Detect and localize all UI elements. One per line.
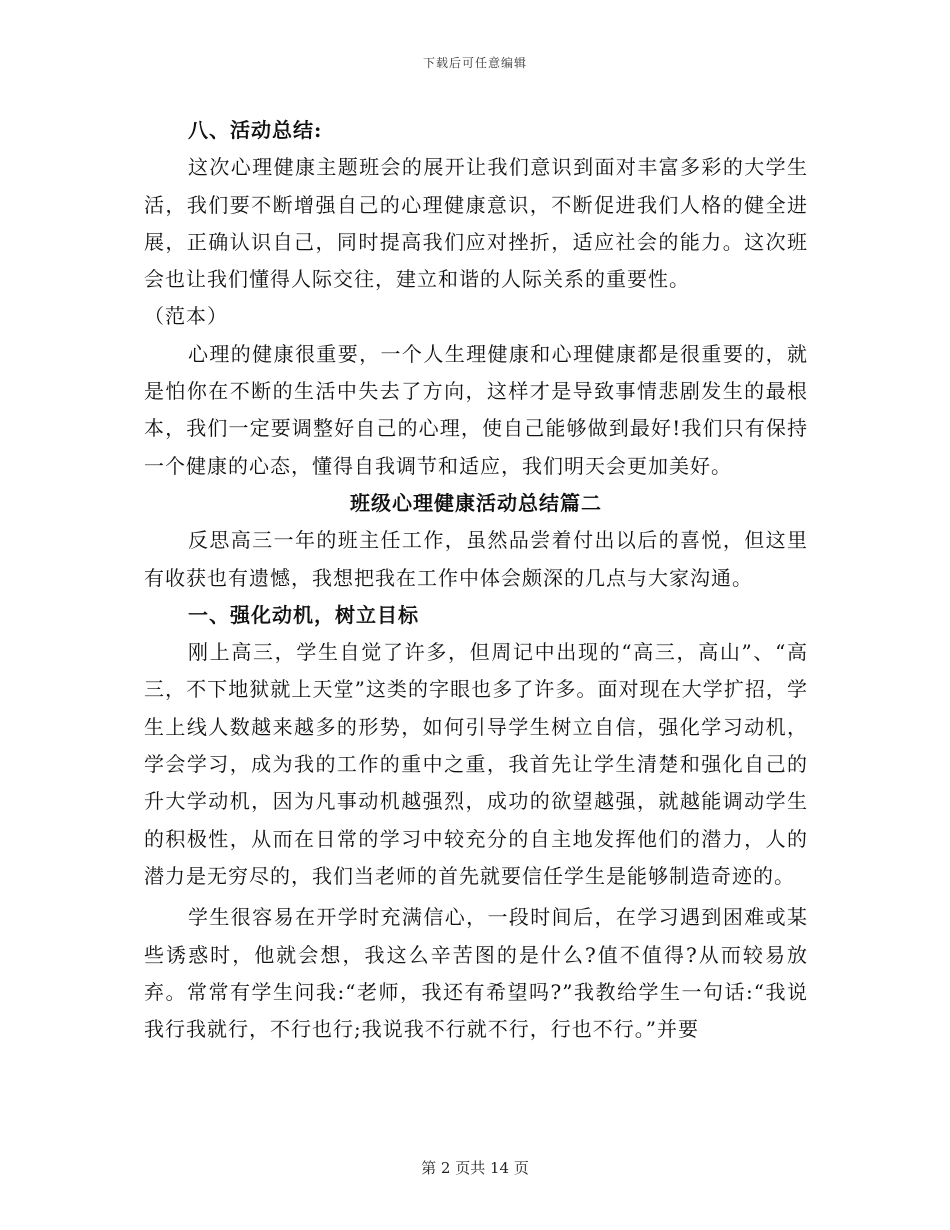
paragraph-template-note: （范本）: [144, 304, 228, 329]
paragraph-senior-year: 刚上高三，学生自觉了许多，但周记中出现的“高三，高山”、“高三，不下地狱就上天堂”这类的字眼也多了许多。面对现在大学扩招，学生上线人数越来越多的形势，如何引导学生树立自信，强化学习动机，学会学习，成为我的工作的重中之重，我首先让学生清楚和强化自己的升大学动机，因为凡事动机越强烈，成功的欲望越强，就越能调动学生的积极性，从而在日常的学习中较充分的自主地发挥他们的潜力，人的潜力是无穷尽的，我们当老师的首先就要信任学生是能够制造奇迹的。: [144, 640, 808, 888]
paragraph-confidence: 学生很容易在开学时充满信心，一段时间后，在学习遇到困难或某些诱惑时，他就会想，我这么辛苦图的是什么?值不值得?从而较易放弃。常常有学生问我:“老师，我还有希望吗?”我教给学生一句话:“我说我行我就行，不行也行;我说我不行就不行，行也不行。”并要: [144, 905, 808, 1042]
section-heading-motivation: 一、强化动机，树立目标: [188, 602, 419, 627]
page-header-note: 下载后可任意编辑: [422, 56, 527, 70]
article-title-part-two: 班级心理健康活动总结篇二: [350, 490, 602, 515]
paragraph-reflection: 反思高三一年的班主任工作，虽然品尝着付出以后的喜悦，但这里有收获也有遗憾，我想把我在工作中体会颇深的几点与大家沟通。: [144, 528, 808, 590]
paragraph-class-meeting: 这次心理健康主题班会的展开让我们意识到面对丰富多彩的大学生活，我们要不断增强自己的心理健康意识，不断促进我们人格的健全进展，正确认识自己，同时提高我们应对挫折，适应社会的能力。这次班会也让我们懂得人际交往，建立和谐的人际关系的重要性。: [144, 155, 808, 292]
section-heading-activity-summary: 八、活动总结:: [188, 118, 323, 142]
paragraph-mental-health: 心理的健康很重要，一个人生理健康和心理健康都是很重要的，就是怕你在不断的生活中失去了方向，这样才是导致事情悲剧发生的最根本，我们一定要调整好自己的心理，使自己能够做到最好!我们只有保持一个健康的心态，懂得自我调节和适应，我们明天会更加美好。: [144, 341, 808, 478]
page-footer-number: 第 2 页共 14 页: [421, 1159, 529, 1177]
document-body: [144, 112, 808, 1048]
